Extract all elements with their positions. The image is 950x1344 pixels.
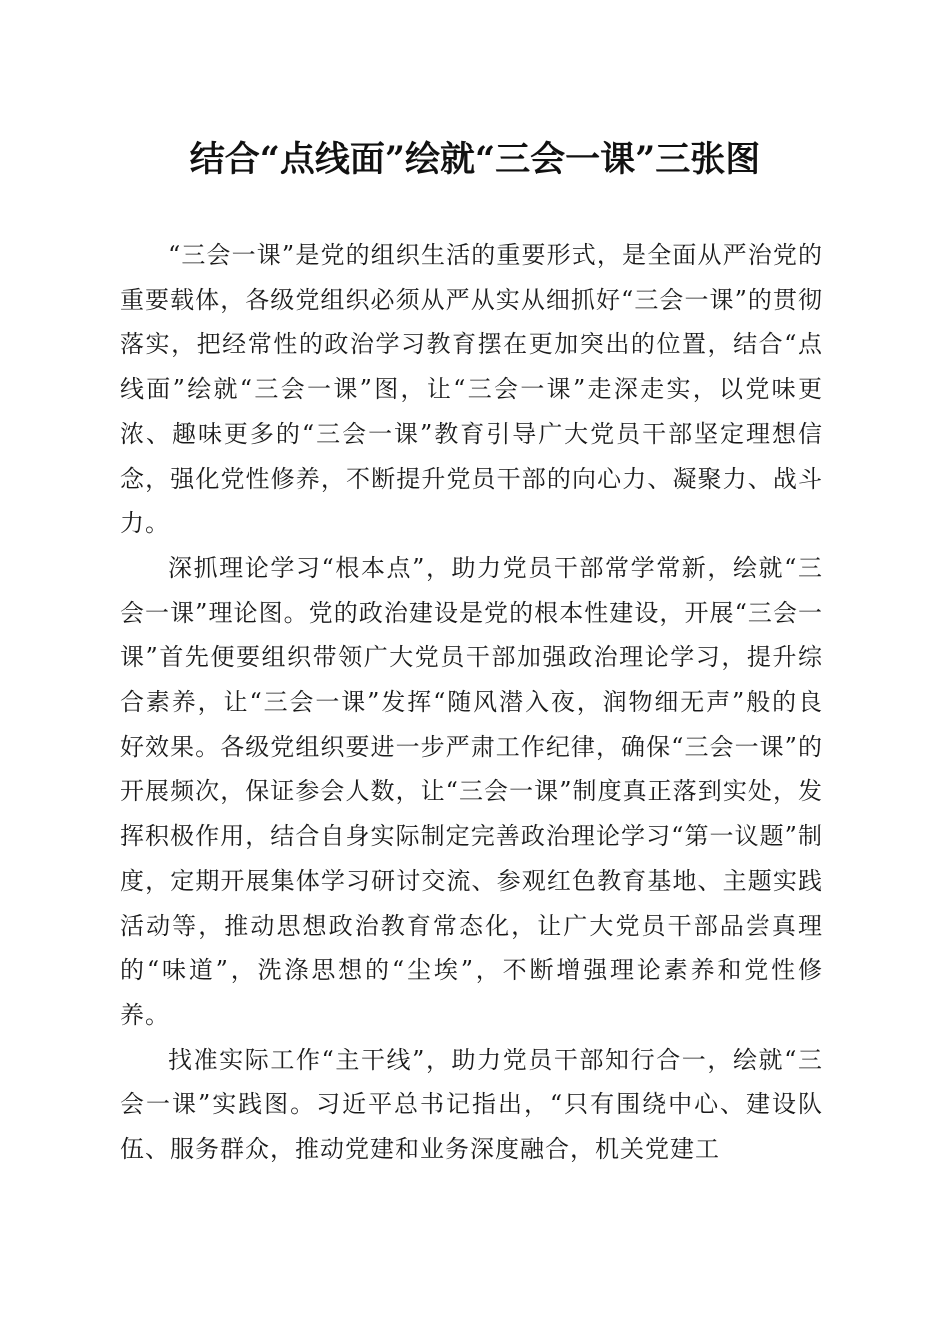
paragraph-theory: 深抓理论学习“根本点”，助力党员干部常学常新，绘就“三会一课”理论图。党的政治建设是党的根本性建设，开展“三会一课”首先便要组织带领广大党员干部加强政治理论学习，提升综合素养，让“三会一课”发挥“随风潜入夜，润物细无声”般的良好效果。各级党组织要进一步严肃工作纪律，确保“三会一课”的开展频次，保证参会人数，让“三会一课”制度真正落到实处，发挥积极作用，结合自身实际制定完善政治理论学习“第一议题”制度，定期开展集体学习研讨交流、参观红色教育基地、主题实践活动等，推动思想政治教育常态化，让广大党员干部品尝真理的“味道”，洗涤思想的“尘埃”，不断增强理论素养和党性修养。 (120, 553, 823, 1029)
paragraph-intro: “三会一课”是党的组织生活的重要形式，是全面从严治党的重要载体，各级党组织必须从严从实从细抓好“三会一课”的贯彻落实，把经常性的政治学习教育摆在更加突出的位置，结合“点线面”绘就“三会一课”图，让“三会一课”走深走实，以党味更浓、趣味更多的“三会一课”教育引导广大党员干部坚定理想信念，强化党性修养，不断提升党员干部的向心力、凝聚力、战斗力。 (120, 241, 823, 538)
document-body (120, 233, 823, 1172)
paragraph-practice: 找准实际工作“主干线”，助力党员干部知行合一，绘就“三会一课”实践图。习近平总书记指出，“只有围绕中心、建设队伍、服务群众，推动党建和业务深度融合，机关党建工 (120, 1045, 823, 1164)
document-title: 结合“点线面”绘就“三会一课”三张图 (189, 139, 761, 180)
